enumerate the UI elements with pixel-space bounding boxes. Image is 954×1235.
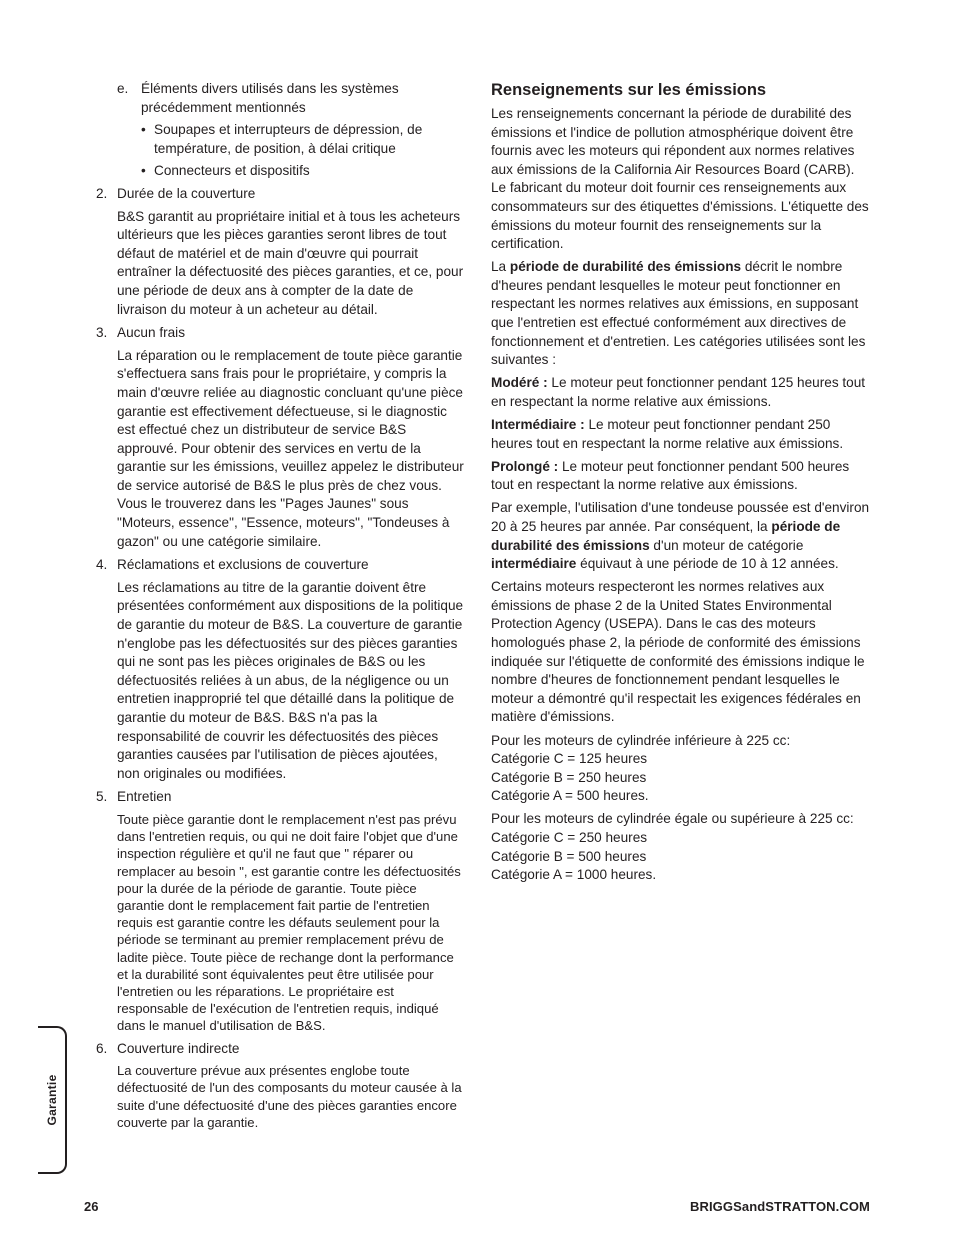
durability-paragraph: La période de durabilité des émissions décrit le nombre d'heures pendant lesquelles le moteur peut fonctionner en respectant les normes relatives aux émissions, en supposant que l'entretien est effectué conformément aux directives de fonctionnement et d'entretien. Les catégories utilisées sont les suivantes : — [491, 259, 866, 368]
list-item-body: B&S garantit au propriétaire initial et à tous les acheteurs ultérieurs que les pièces garanties seront libres de tout défaut de matériel et de main d'œuvre qui pourrait entraîner la défectuosité des pièces garanties, et ce, pour une période de deux ans à compter de la date de livraison du moteur à un acheteur au détail. — [117, 208, 464, 317]
list-marker: 5. — [96, 789, 108, 805]
bullet-text: Connecteurs et dispositifs — [154, 163, 310, 179]
list-item-3 — [96, 324, 464, 343]
section-tab-label: Garantie — [45, 1074, 59, 1126]
website-url: BRIGGSandSTRATTON.COM — [689, 1199, 870, 1214]
list-item-text: Éléments divers utilisés dans les systèmes précédemment mentionnés — [141, 81, 399, 115]
list-marker: 3. — [96, 325, 108, 341]
list-item-body: La couverture prévue aux présentes englobe toute défectuosité de l'un des composants du moteur causée à la suite d'une défectuosité d'une des pièces garanties encore couverte par la garantie. — [117, 1063, 462, 1130]
bullet-icon: • — [141, 122, 146, 138]
list-item-5 — [96, 788, 464, 807]
list-item-2 — [96, 185, 464, 204]
page-number: 26 — [84, 1199, 99, 1214]
bullet-icon: • — [141, 163, 146, 179]
list-item-title: Aucun frais — [117, 325, 186, 341]
below-225-block: Pour les moteurs de cylindrée inférieure à 225 cc: Catégorie C = 125 heures Catégorie B = 250 heures Catégorie A = 500 heures. — [491, 732, 791, 804]
list-item-body: Toute pièce garantie dont le remplacement n'est pas prévu dans l'entretien requis, ou qui ne doit faire l'objet que d'une inspection régulière et qu'il ne faut que " réparer ou remplacer au besoin ", est garantie contre les défectuosités pour la durée de la période de garantie. Toute pièce garantie dont le remplacement fait partie de l'entretien requis est garantie contre les défauts seulement pour la période se terminant au premier remplacement prévu de ladite pièce. Toute pièce de rechange dont la performance et la durabilité sont équivalentes peut être utilisée pour l'entretien ou les réparations. Le propriétaire est responsable de l'exécution de l'entretien requis, indiqué dans le manuel d'utilisation de B&S. — [117, 811, 461, 1034]
list-item-title: Durée de la couverture — [117, 185, 256, 201]
bullet-item — [96, 162, 464, 181]
bullet-item — [96, 121, 464, 158]
list-item-6 — [96, 1040, 464, 1059]
list-marker: e. — [117, 81, 129, 96]
example-paragraph: Par exemple, l'utilisation d'une tondeuse poussée est d'environ 20 à 25 heures par année. Par conséquent, la période de durabilité des émissions d'un moteur de catégorie intermédiaire équivaut à une période de 10 à 12 années. — [491, 500, 870, 572]
above-225-block: Pour les moteurs de cylindrée égale ou supérieure à 225 cc: Catégorie C = 250 heures Catégorie B = 500 heures Catégorie A = 1000 heures. — [491, 811, 854, 883]
intro-paragraph: Les renseignements concernant la période de durabilité des émissions et l'indice de pollution atmosphérique doivent être fournis avec les moteurs qui répondent aux normes relatives aux émissions de la California Air Resources Board (CARB). Le fabricant du moteur doit fournir ces renseignements aux consommateurs sur des étiquettes d'émissions. L'étiquette des émissions du moteur fournit des renseignements sur la certification. — [491, 106, 869, 252]
list-marker: 4. — [96, 557, 108, 573]
category-moderate: Modéré : Le moteur peut fonctionner pendant 125 heures tout en respectant la norme relative aux émissions. — [491, 375, 866, 409]
category-extended: Prolongé : Le moteur peut fonctionner pendant 500 heures tout en respectant la norme relative aux émissions. — [491, 458, 850, 493]
category-intermediate: Intermédiaire : Le moteur peut fonctionner pendant 250 heures tout en respectant la norme relative aux émissions. — [491, 417, 844, 451]
list-marker: 2. — [96, 185, 108, 201]
list-item-title: Réclamations et exclusions de couverture — [117, 557, 369, 573]
list-item-e — [96, 80, 464, 117]
list-item-body: La réparation ou le remplacement de toute pièce garantie s'effectuera sans frais pour le propriétaire, y compris la main d'œuvre reliée au diagnostic concluant qu'une pièce garantie est effectivement défectueuse, si le diagnostic est effectué chez un distributeur de service B&S approuvé. Pour obtenir des services en vertu de la garantie sur les émissions, veuillez appelez le distributeur de service autorisé de B&S le plus près de chez vous. Vous le trouverez dans les "Pages Jaunes" sous "Moteurs, essence", "Essence, moteurs", "Tondeuses à gazon" ou une catégorie similaire. — [117, 347, 464, 549]
bullet-text: Soupapes et interrupteurs de dépression, de température, de position, à délai critique — [154, 122, 423, 156]
list-item-body: Les réclamations au titre de la garantie doivent être présentées conformément aux dispositions de la politique de garantie du moteur de B&S. La couverture de garantie n'englobe pas les défectuosités sur des pièces garanties qui ne sont pas les pièces originales de B&S ou les défectuosités reliées à un abus, de la négligence ou un entretien inapproprié tel que détaillé dans la politique de garantie du moteur de B&S. B&S n'a pas la responsabilité de couvrir les défectuosités des pièces garanties causées par l'utilisation de pièces ajoutées, non originales ou modifiées. — [117, 579, 464, 781]
section-heading: Renseignements sur les émissions — [491, 81, 767, 99]
right-column — [491, 80, 871, 889]
left-column — [96, 80, 464, 1136]
list-item-4 — [96, 556, 464, 575]
list-marker: 6. — [96, 1040, 108, 1056]
phase2-paragraph: Certains moteurs respecteront les normes relatives aux émissions de phase 2 de la United States Environmental Protection Agency (USEPA). Dans le cas des moteurs homologués phase 2, la période de conformité des émissions indiquée sur l'étiquette de conformité des émissions indique le nombre d'heures de fonctionnement pendant lesquelles le moteur a démontré qu'il respectait les exigences fédérales en matière d'émissions. — [491, 579, 865, 725]
list-item-title: Couverture indirecte — [117, 1040, 240, 1056]
list-item-title: Entretien — [117, 789, 172, 805]
